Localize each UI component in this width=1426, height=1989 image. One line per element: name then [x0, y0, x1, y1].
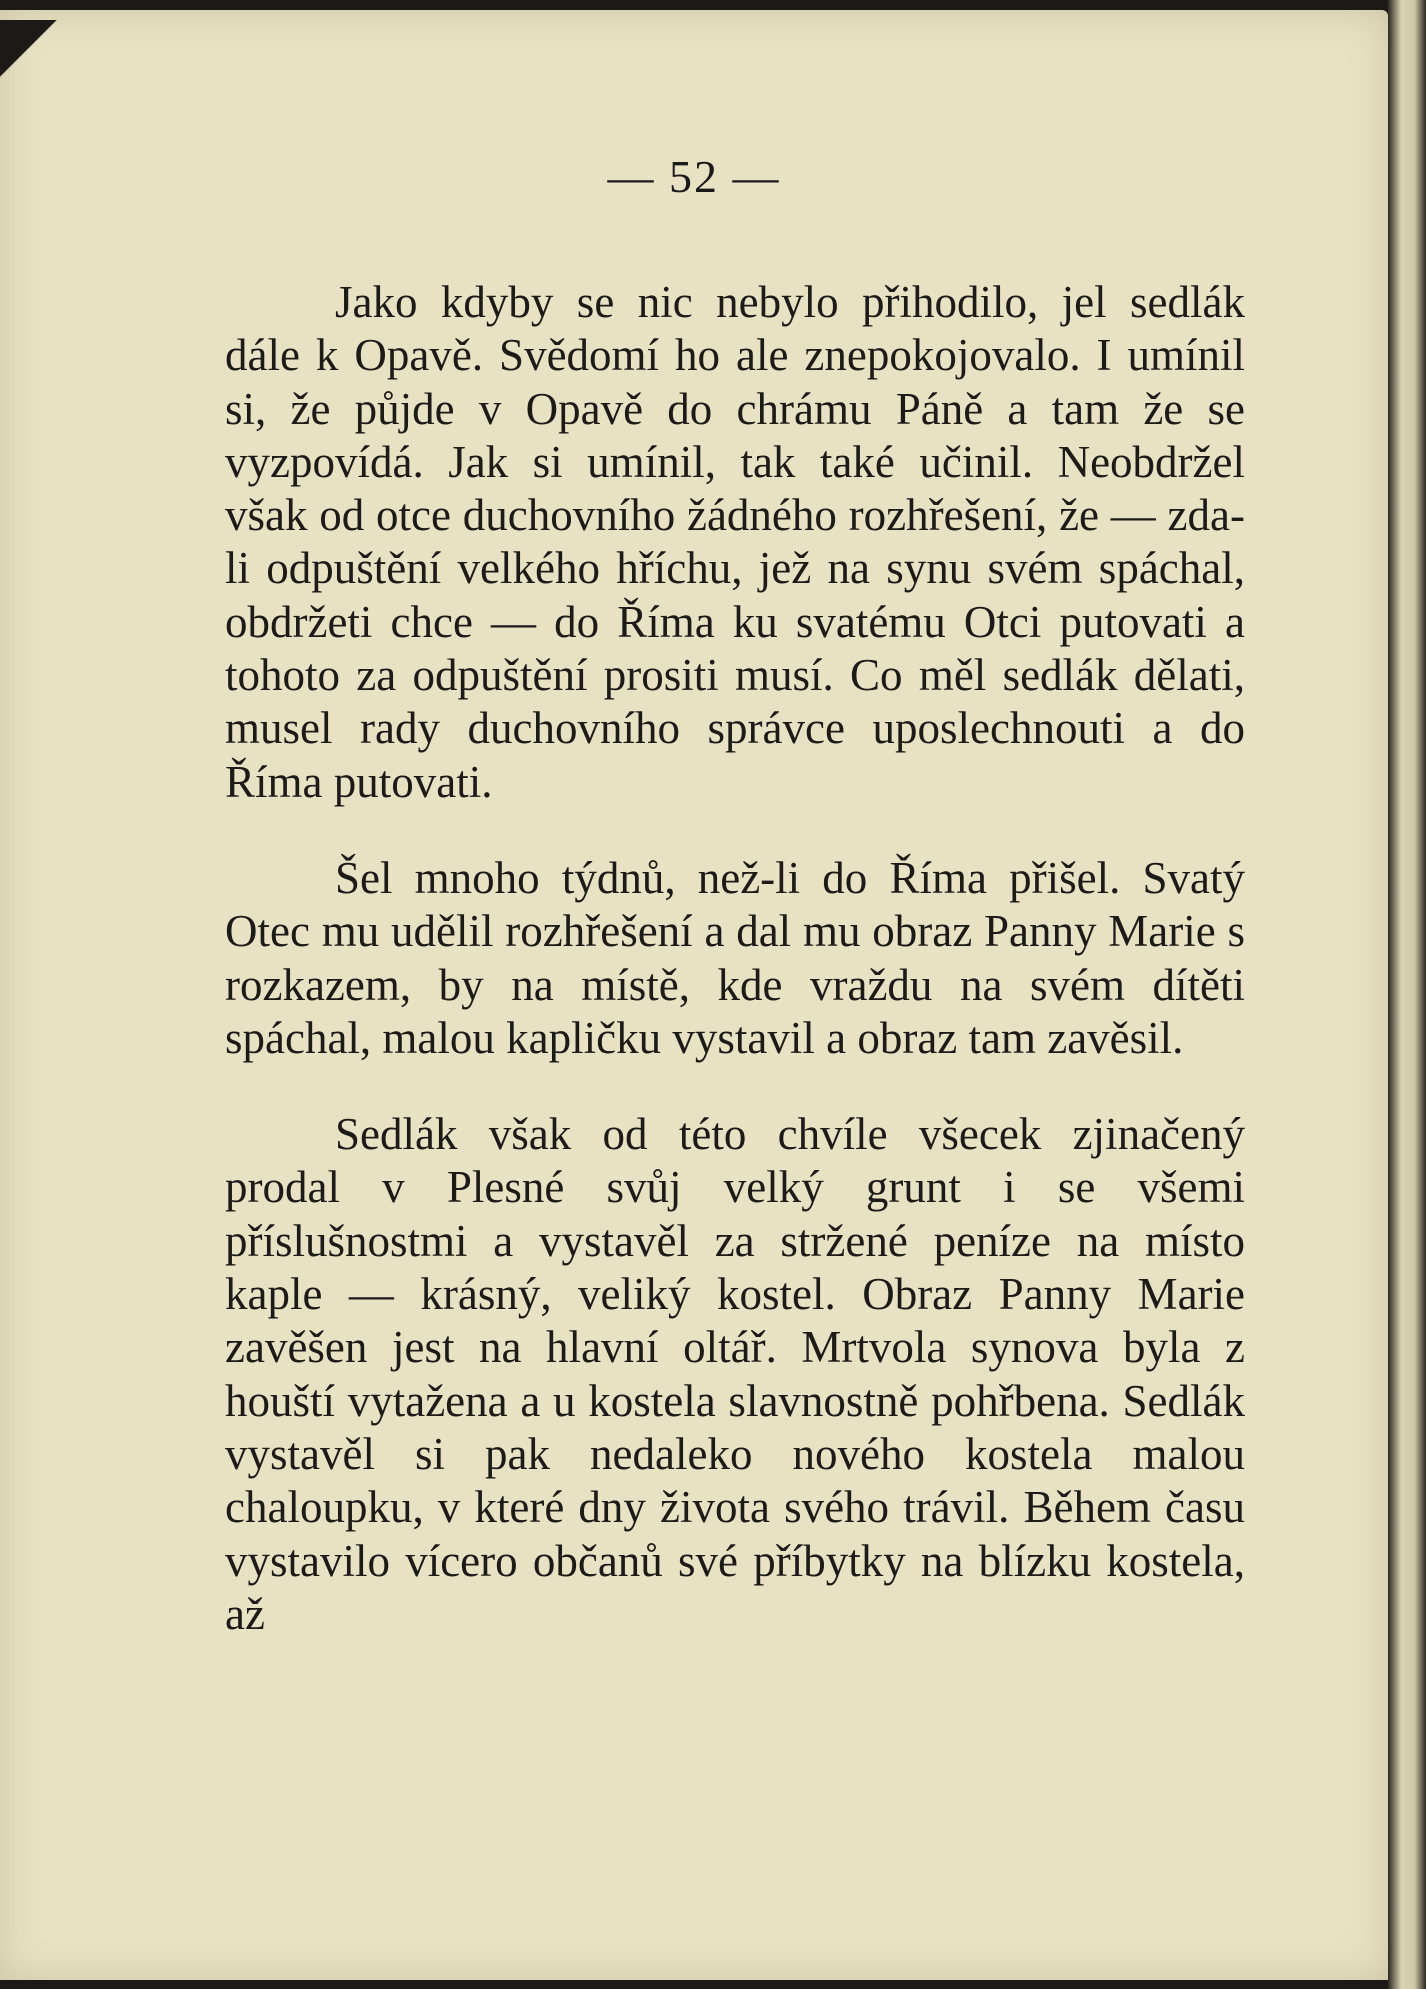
page-number: — 52 — [607, 151, 781, 202]
paragraph-2: Šel mnoho týdnů, než-li do Říma přišel. Svatý Otec mu udělil rozhřešení a dal mu obraz Panny Marie s rozkazem, by na místě, kde vraždu na svém dítěti spáchal, malou kapličku vystavil a obraz tam zavěsil. [225, 852, 1245, 1063]
paragraph-3: Sedlák však od této chvíle všecek zjinačený prodal v Plesné svůj velký grunt i se všemi příslušnostmi a vystavěl za stržené peníze na místo kaple — krásný, veliký kostel. Obraz Panny Marie zavěšen jest na hlavní oltář. Mrtvola synova byla z houští vytažena a u kostela slavnostně pohřbena. Sedlák vystavěl si pak nedaleko nového kostela malou chaloupku, v které dny života svého trávil. Během času vystavilo vícero občanů své příbytky na blízku kostela, až [225, 1109, 1245, 1639]
book-spine-edge [1388, 0, 1426, 1989]
paragraph-1: Jako kdyby se nic nebylo přihodilo, jel sedlák dále k Opavě. Svědomí ho ale znepokojovalo. I umínil si, že půjde v Opavě do chrámu Páně a tam že se vyzpovídá. Jak si umínil, tak také učinil. Neobdržel však od otce duchovního žádného rozhřešení, že — zda-li odpuštění velkého hříchu, jež na synu svém spáchal, obdržeti chce — do Říma ku svatému Otci putovati a tohoto za odpuštění prositi musí. Co měl sedlák dělati, musel rady duchovního správce uposlechnouti a do Říma putovati. [225, 277, 1245, 807]
page-corner-shadow [0, 20, 60, 100]
body-text [225, 276, 1245, 1641]
paper-sheet [0, 10, 1388, 1980]
